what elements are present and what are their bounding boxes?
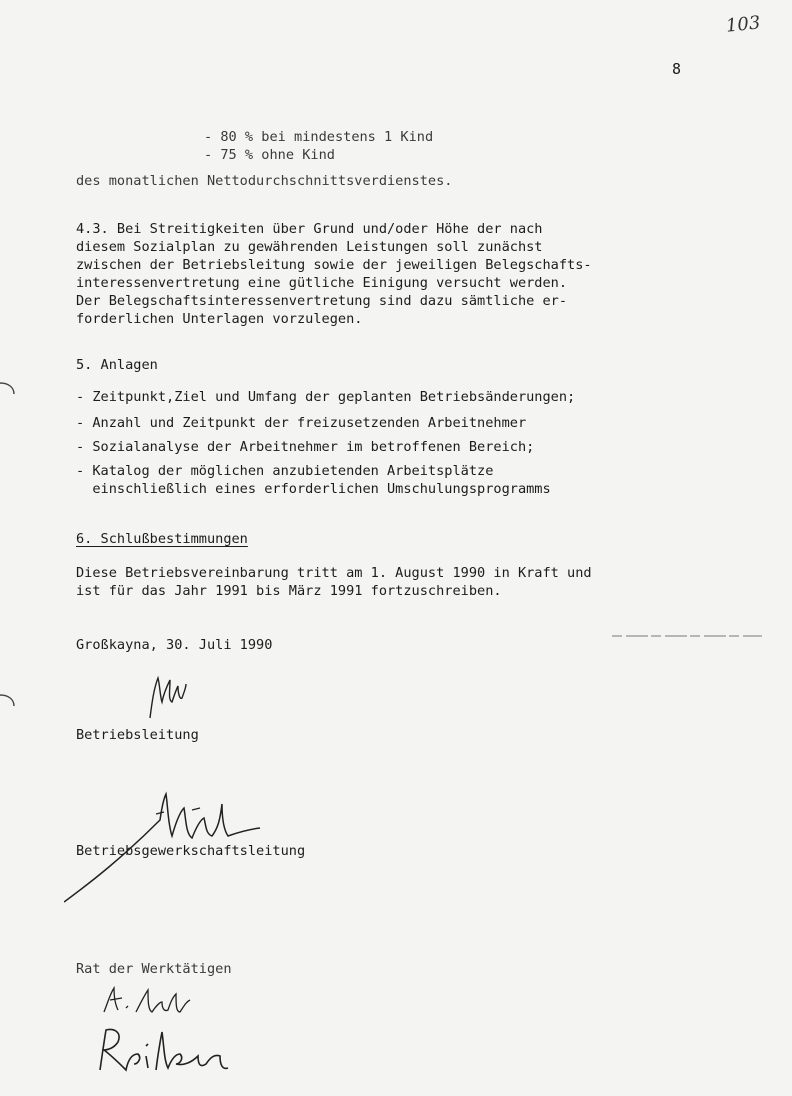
- section-6-line: Diese Betriebsvereinbarung tritt am 1. August 1990 in Kraft und: [76, 565, 592, 581]
- council-signature: [100, 984, 220, 1018]
- section-4-3-line: interessenvertretung eine gütliche Einigung versucht werden.: [76, 275, 568, 291]
- attachment-item: - Zeitpunkt,Ziel und Umfang der geplanten Betriebsänderungen;: [76, 389, 576, 405]
- attachment-item: - Anzahl und Zeitpunkt der freizusetzenden Arbeitnehmer: [76, 415, 527, 431]
- place-date: Großkayna, 30. Juli 1990: [76, 637, 273, 653]
- section-4-3-line: zwischen der Betriebsleitung sowie der jeweiligen Belegschafts-: [76, 257, 592, 273]
- attachment-item: - Katalog der möglichen anzubietenden Arbeitsplätze: [76, 463, 494, 479]
- percentage-reference: des monatlichen Nettodurchschnittsverdienstes.: [76, 173, 453, 189]
- section-6-line: ist für das Jahr 1991 bis März 1991 fortzuschreiben.: [76, 583, 502, 599]
- council-label: Rat der Werktätigen: [76, 961, 232, 977]
- percentage-with-child: - 80 % bei mindestens 1 Kind: [204, 129, 434, 145]
- section-4-3-line: diesem Sozialplan zu gewährenden Leistungen soll zunächst: [76, 239, 543, 255]
- management-signature: [140, 672, 200, 722]
- council-signature: [94, 1024, 254, 1076]
- scan-artifact-line: [612, 634, 762, 638]
- section-5-title: 5. Anlagen: [76, 357, 158, 373]
- punch-hole-mark: [0, 380, 18, 398]
- section-6-title: 6. Schlußbestimmungen: [76, 531, 248, 547]
- section-4-3-line: 4.3. Bei Streitigkeiten über Grund und/oder Höhe der nach: [76, 221, 543, 237]
- management-label: Betriebsleitung: [76, 727, 199, 743]
- attachment-item: - Sozialanalyse der Arbeitnehmer im betroffenen Bereich;: [76, 439, 535, 455]
- percentage-without-child: - 75 % ohne Kind: [204, 147, 335, 163]
- section-4-3-line: forderlichen Unterlagen vorzulegen.: [76, 311, 363, 327]
- union-label: Betriebsgewerkschaftsleitung: [76, 843, 306, 859]
- section-4-3-line: Der Belegschaftsinteressenvertretung sind dazu sämtliche er-: [76, 293, 568, 309]
- punch-hole-mark: [0, 692, 18, 710]
- page-number: 8: [672, 60, 682, 78]
- archive-number: 103: [724, 12, 762, 37]
- attachment-item: einschließlich eines erforderlichen Umschulungsprogramms: [76, 481, 551, 497]
